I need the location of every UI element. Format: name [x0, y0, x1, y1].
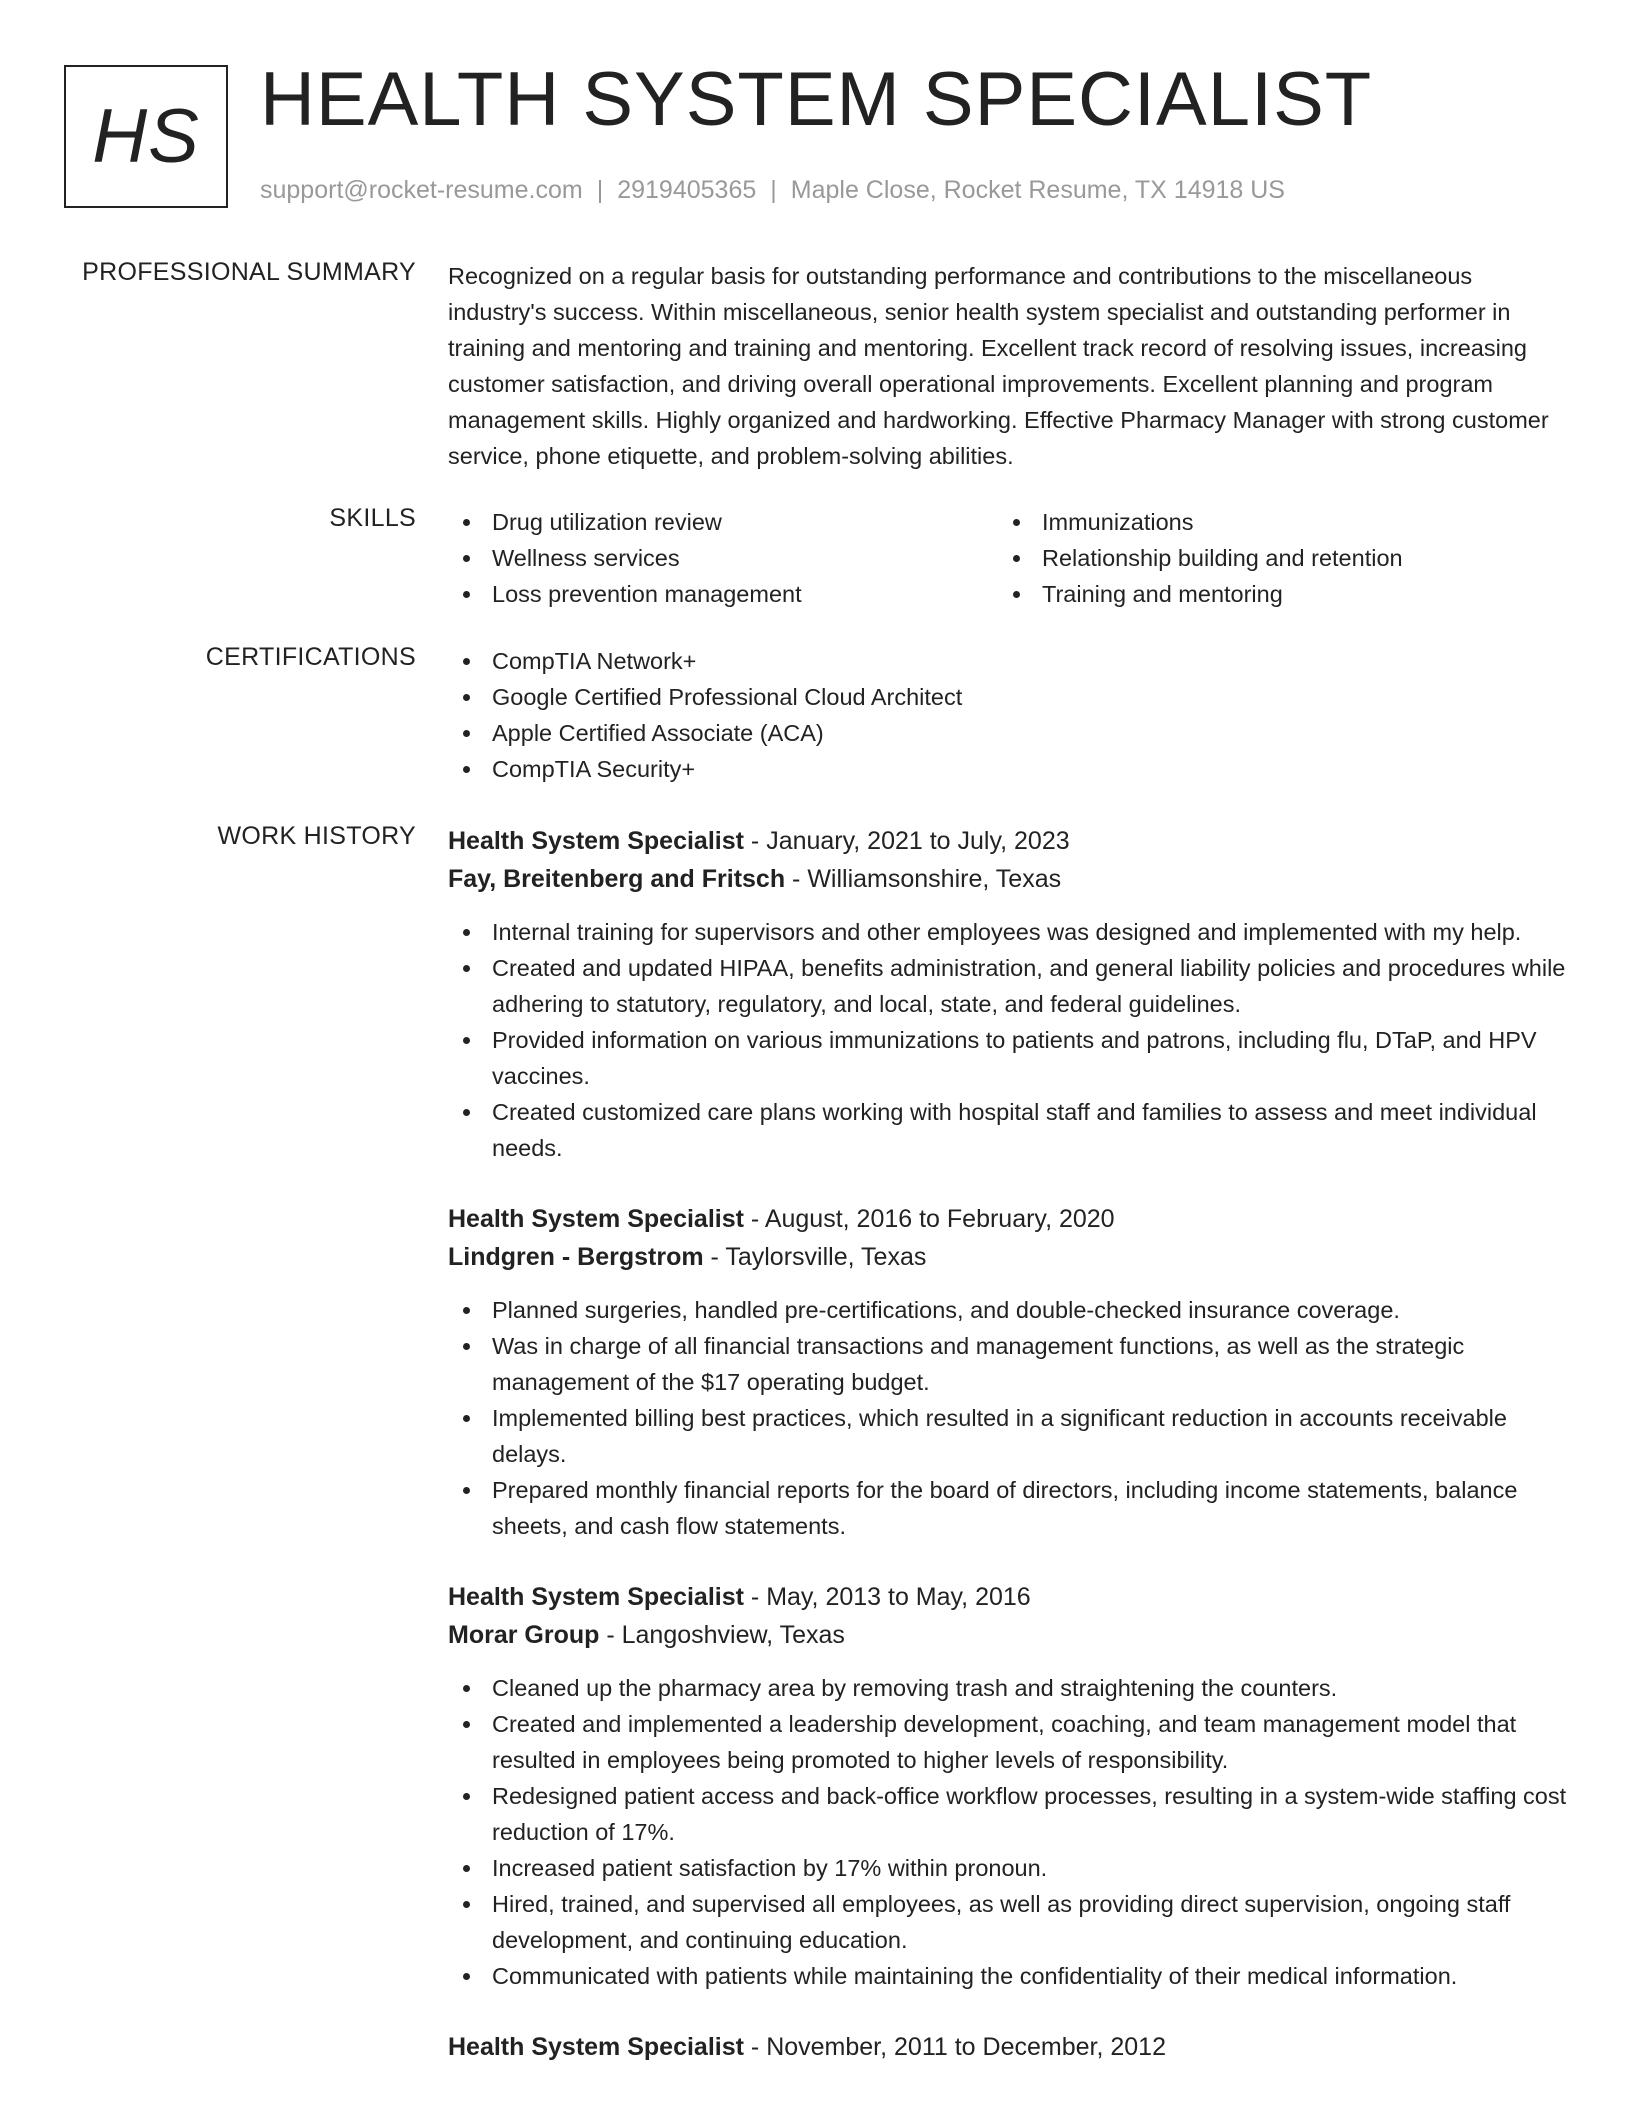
job-bullets — [448, 1670, 1568, 1994]
job-company: Fay, Breitenberg and Fritsch — [448, 865, 786, 893]
job-entry — [448, 2028, 1568, 2066]
job-bullet: Planned surgeries, handled pre-certifications, and double-checked insurance coverage. — [448, 1292, 1568, 1328]
job-role: Health System Specialist — [448, 827, 744, 855]
job-bullet: Internal training for supervisors and other employees was designed and implemented with my help. — [448, 914, 1568, 950]
job-location: Taylorsville, Texas — [725, 1243, 927, 1271]
job-company-line — [448, 1616, 1568, 1654]
job-dash: - — [743, 1583, 767, 1611]
contact-email: support@rocket-resume.com — [260, 176, 583, 204]
job-dates: January, 2021 to July, 2023 — [766, 827, 1070, 855]
job-entry — [448, 822, 1568, 1166]
summary-text: Recognized on a regular basis for outstanding performance and contributions to the miscellaneous industry's success. Within miscellaneous, senior health system specialist and outstanding performer in training and mentoring and training and mentoring. Excellent track record of resolving issues, increasing customer satisfaction, and driving overall operational improvements. Excellent planning and program management skills. Highly organized and hardworking. Effective Pharmacy Manager with strong customer service, phone etiquette, and problem-solving abilities. — [448, 263, 1549, 469]
job-entry — [448, 1200, 1568, 1544]
contact-line — [260, 176, 1285, 205]
certification-item: CompTIA Network+ — [448, 643, 1568, 679]
certification-item: Google Certified Professional Cloud Architect — [448, 679, 1568, 715]
job-bullet: Created and implemented a leadership development, coaching, and team management model that resulted in employees being promoted to higher levels of responsibility. — [448, 1706, 1568, 1778]
job-location: Langoshview, Texas — [621, 1621, 845, 1649]
section-title-skills: SKILLS — [329, 504, 416, 532]
skills-grid — [448, 504, 1568, 612]
section-title-summary: PROFESSIONAL SUMMARY — [82, 258, 416, 286]
job-company: Morar Group — [448, 1621, 600, 1649]
job-role: Health System Specialist — [448, 2033, 744, 2061]
job-dates: May, 2013 to May, 2016 — [766, 1583, 1031, 1611]
certification-item: CompTIA Security+ — [448, 751, 1568, 787]
job-bullet: Cleaned up the pharmacy area by removing trash and straightening the counters. — [448, 1670, 1568, 1706]
job-dates: August, 2016 to February, 2020 — [764, 1205, 1115, 1233]
certification-item: Apple Certified Associate (ACA) — [448, 715, 1568, 751]
page-title: HEALTH SYSTEM SPECIALIST — [260, 57, 1373, 142]
skills-column-2 — [998, 504, 1548, 612]
work-history-list — [448, 822, 1568, 2100]
job-bullet: Created and updated HIPAA, benefits administration, and general liability policies and procedures while adhering to statutory, regulatory, and local, state, and federal guidelines. — [448, 950, 1568, 1022]
job-role-line — [448, 1578, 1568, 1616]
section-title-work-history: WORK HISTORY — [217, 822, 416, 850]
job-bullet: Increased patient satisfaction by 17% within pronoun. — [448, 1850, 1568, 1886]
skill-item: Wellness services — [448, 540, 998, 576]
job-location: Williamsonshire, Texas — [807, 865, 1062, 893]
contact-separator: | — [770, 176, 777, 204]
job-bullet: Hired, trained, and supervised all employees, as well as providing direct supervision, ongoing staff development, and continuing education. — [448, 1886, 1568, 1958]
job-bullets — [448, 914, 1568, 1166]
job-dash: - — [599, 1621, 622, 1649]
monogram-box — [64, 65, 228, 208]
contact-address: Maple Close, Rocket Resume, TX 14918 US — [790, 176, 1285, 204]
skill-item: Relationship building and retention — [998, 540, 1548, 576]
job-dash: - — [743, 1205, 765, 1233]
job-bullet: Redesigned patient access and back-office workflow processes, resulting in a system-wide staffing cost reduction of 17%. — [448, 1778, 1568, 1850]
job-bullet: Communicated with patients while maintaining the confidentiality of their medical information. — [448, 1958, 1568, 1994]
job-role-line — [448, 1200, 1568, 1238]
monogram-initials: HS — [92, 94, 200, 179]
job-entry — [448, 1578, 1568, 1994]
skill-item: Drug utilization review — [448, 504, 998, 540]
job-company: Lindgren - Bergstrom — [448, 1243, 704, 1271]
job-role: Health System Specialist — [448, 1583, 744, 1611]
skill-item: Loss prevention management — [448, 576, 998, 612]
job-dash: - — [743, 827, 767, 855]
job-bullets — [448, 1292, 1568, 1544]
job-bullet: Prepared monthly financial reports for the board of directors, including income statements, balance sheets, and cash flow statements. — [448, 1472, 1568, 1544]
skills-column-1 — [448, 504, 998, 612]
job-role-line — [448, 822, 1568, 860]
job-bullet: Provided information on various immunizations to patients and patrons, including flu, DTaP, and HPV vaccines. — [448, 1022, 1568, 1094]
job-company-line — [448, 860, 1568, 898]
job-role-line — [448, 2028, 1568, 2066]
skill-item: Training and mentoring — [998, 576, 1548, 612]
job-company-line — [448, 1238, 1568, 1276]
job-dash: - — [703, 1243, 726, 1271]
skill-item: Immunizations — [998, 504, 1548, 540]
job-bullet: Implemented billing best practices, which resulted in a significant reduction in accounts receivable delays. — [448, 1400, 1568, 1472]
job-dates: November, 2011 to December, 2012 — [766, 2033, 1166, 2061]
job-bullet: Was in charge of all financial transactions and management functions, as well as the strategic management of the $17 operating budget. — [448, 1328, 1568, 1400]
contact-phone: 2919405365 — [617, 176, 757, 204]
contact-separator: | — [596, 176, 604, 204]
certifications-list — [448, 643, 1568, 787]
job-role: Health System Specialist — [448, 1205, 744, 1233]
job-dash: - — [785, 865, 808, 893]
section-title-certifications: CERTIFICATIONS — [205, 643, 416, 671]
job-dash: - — [743, 2033, 767, 2061]
job-bullet: Created customized care plans working with hospital staff and families to assess and meet individual needs. — [448, 1094, 1568, 1166]
